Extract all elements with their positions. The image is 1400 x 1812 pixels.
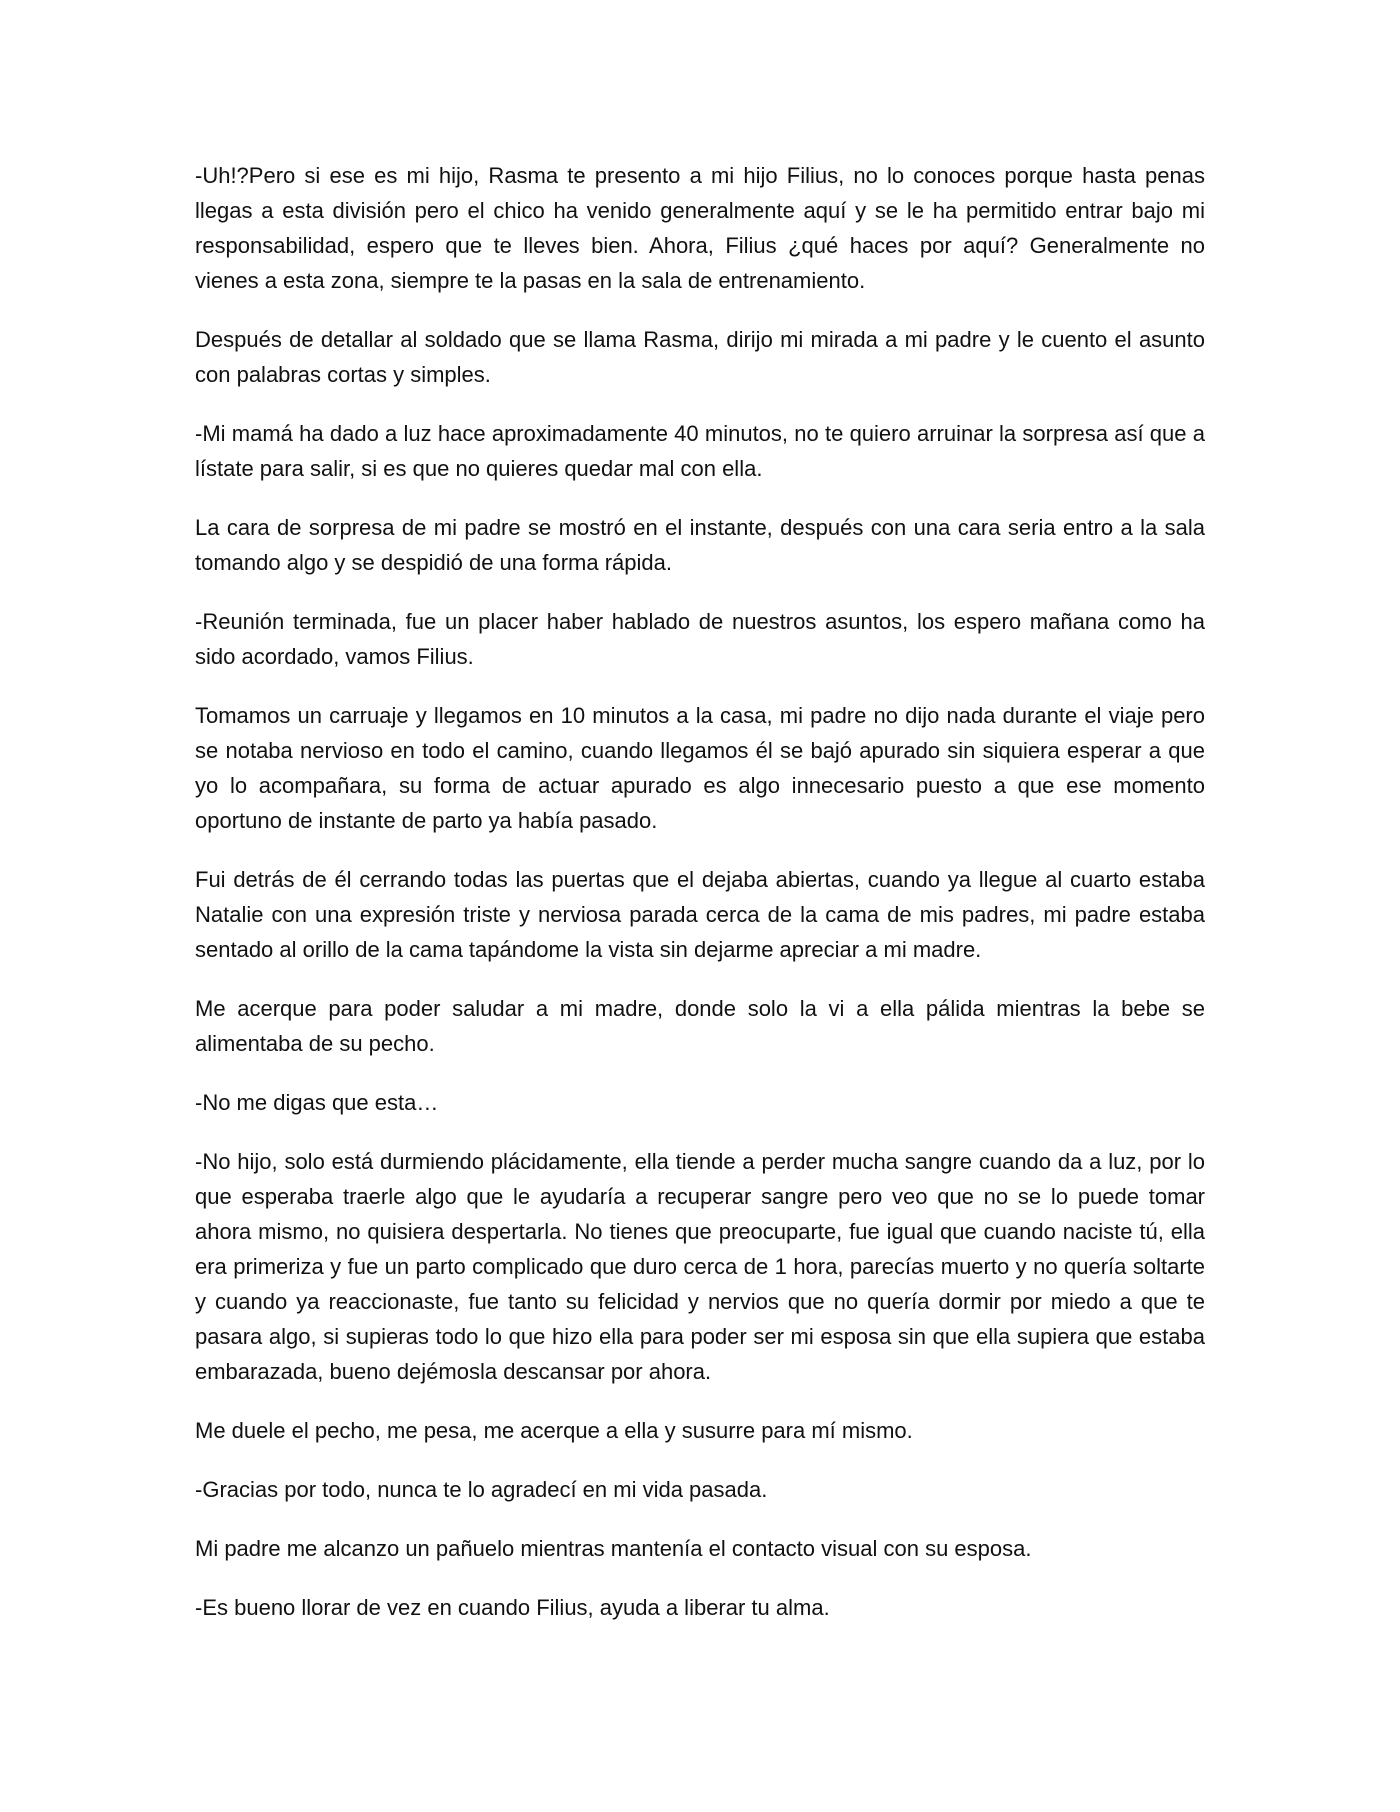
paragraph: Me duele el pecho, me pesa, me acerque a ella y susurre para mí mismo. [195, 1418, 913, 1443]
paragraph: Después de detallar al soldado que se llama Rasma, dirijo mi mirada a mi padre y le cuento el asunto con palabras cortas y simples. [195, 327, 1205, 387]
paragraph: -Mi mamá ha dado a luz hace aproximadamente 40 minutos, no te quiero arruinar la sorpresa así que a lístate para salir, si es que no quieres quedar mal con ella. [195, 421, 1205, 481]
paragraph: Tomamos un carruaje y llegamos en 10 minutos a la casa, mi padre no dijo nada durante el viaje pero se notaba nervioso en todo el camino, cuando llegamos él se bajó apurado sin siquiera esperar a que yo lo acompañara, su forma de actuar apurado es algo innecesario puesto a que ese momento oportuno de instante de parto ya había pasado. [195, 703, 1205, 833]
paragraph: -Uh!?Pero si ese es mi hijo, Rasma te presento a mi hijo Filius, no lo conoces porque hasta penas llegas a esta división pero el chico ha venido generalmente aquí y se le ha permitido entrar bajo mi responsabilidad, espero que te lleves bien. Ahora, Filius ¿qué haces por aquí? Generalmente no vienes a esta zona, siempre te la pasas en la sala de entrenamiento. [195, 163, 1205, 293]
paragraph: Mi padre me alcanzo un pañuelo mientras mantenía el contacto visual con su esposa. [195, 1536, 1032, 1561]
paragraph: -Reunión terminada, fue un placer haber hablado de nuestros asuntos, los espero mañana como ha sido acordado, vamos Filius. [195, 609, 1205, 669]
paragraph: Me acerque para poder saludar a mi madre, donde solo la vi a ella pálida mientras la bebe se alimentaba de su pecho. [195, 996, 1205, 1056]
paragraph: -Gracias por todo, nunca te lo agradecí en mi vida pasada. [195, 1477, 768, 1502]
paragraph: La cara de sorpresa de mi padre se mostró en el instante, después con una cara seria entro a la sala tomando algo y se despidió de una forma rápida. [195, 515, 1205, 575]
paragraph: -No hijo, solo está durmiendo plácidamente, ella tiende a perder mucha sangre cuando da a luz, por lo que esperaba traerle algo que le ayudaría a recuperar sangre pero veo que no se lo puede tomar ahora mismo, no quisiera despertarla. No tienes que preocuparte, fue igual que cuando naciste tú, ella era primeriza y fue un parto complicado que duro cerca de 1 hora, parecías muerto y no quería soltarte y cuando ya reaccionaste, fue tanto su felicidad y nervios que no quería dormir por miedo a que te pasara algo, si supieras todo lo que hizo ella para poder ser mi esposa sin que ella supiera que estaba embarazada, bueno dejémosla descansar por ahora. [195, 1149, 1205, 1384]
paragraph: -Es bueno llorar de vez en cuando Filius, ayuda a liberar tu alma. [195, 1595, 830, 1620]
document-body [195, 158, 1205, 1649]
paragraph: Fui detrás de él cerrando todas las puertas que el dejaba abiertas, cuando ya llegue al cuarto estaba Natalie con una expresión triste y nerviosa parada cerca de la cama de mis padres, mi padre estaba sentado al orillo de la cama tapándome la vista sin dejarme apreciar a mi madre. [195, 867, 1205, 962]
paragraph: -No me digas que esta… [195, 1090, 439, 1115]
